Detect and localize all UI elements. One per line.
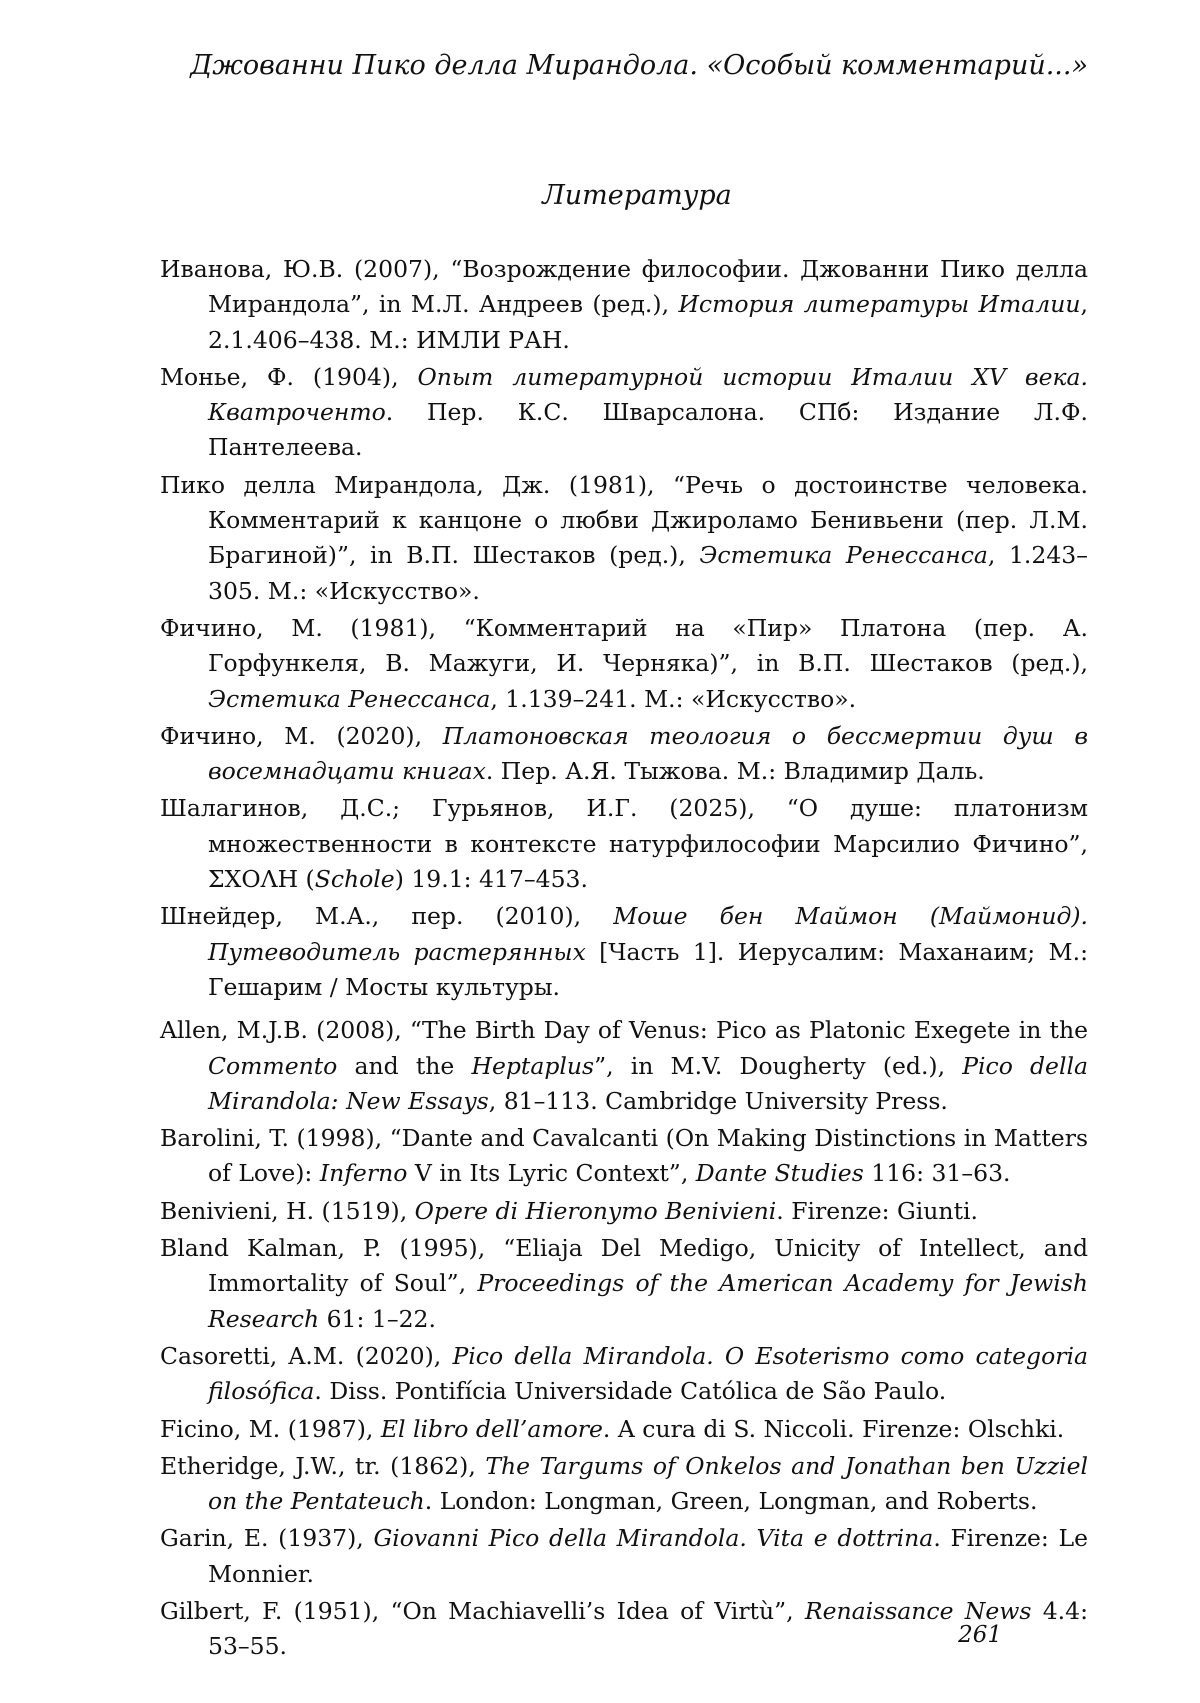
entry-title-italic: Pico della Mirandola: New Essays	[208, 1051, 1088, 1115]
entry-title-italic: Эстетика Ренессанса	[208, 684, 491, 713]
entry-text: Etheridge, J.W., tr. (1862),	[160, 1451, 486, 1480]
entry-text: 116: 31–63.	[863, 1159, 1011, 1188]
entry-title-italic: Inferno	[319, 1159, 408, 1188]
bibliography-entry	[160, 1594, 1088, 1665]
entry-text: Монье, Ф. (1904),	[160, 362, 418, 391]
bibliography-entry	[160, 899, 1088, 1005]
bibliography-entry	[160, 468, 1088, 609]
entry-text: Garin, E. (1937),	[160, 1524, 374, 1553]
entry-text: Шнейдер, М.А., пер. (2010),	[160, 902, 614, 931]
entry-text: 61: 1–22.	[319, 1304, 436, 1333]
entry-text: Шалагинов, Д.С.; Гурьянов, И.Г. (2025), “О душе: платонизм множественности в контексте натурфилософии Марсилио Фичино”, ΣΧΟΛΗ (	[160, 794, 1088, 894]
entry-text: ”, in M.V. Dougherty (ed.),	[594, 1051, 963, 1080]
entry-title-italic: Opere di Hieronymo Benivieni	[414, 1196, 777, 1225]
entry-text: , 2.1.406–438. М.: ИМЛИ РАН.	[208, 290, 1088, 354]
entry-text: , 1.243–305. М.: «Искусство».	[208, 541, 1088, 605]
entry-text: Фичино, М. (2020),	[160, 721, 443, 750]
entry-text: Allen, M.J.B. (2008), “The Birth Day of Venus: Pico as Platonic Exegete in the	[160, 1016, 1088, 1045]
entry-text: and the	[337, 1051, 472, 1080]
entry-title-italic: Renaissance News	[804, 1596, 1032, 1625]
entry-text: Фичино, М. (1981), “Комментарий на «Пир» Платона (пер. А. Горфункеля, В. Мажуги, И. Черняка)”, in В.П. Шестаков (ред.),	[160, 613, 1088, 678]
entry-text: [Часть 1]. Иерусалим: Маханаим; М.: Гешарим / Мосты культуры.	[208, 937, 1088, 1001]
entry-title-italic: Commento	[208, 1051, 338, 1080]
bibliography-entry	[160, 791, 1088, 897]
entry-title-italic: Heptaplus	[471, 1051, 595, 1080]
bibliography-entry	[160, 1121, 1088, 1192]
bibliography-entry	[160, 719, 1088, 790]
entry-text: 4.4: 53–55.	[208, 1596, 1089, 1661]
page-number: 261	[958, 1622, 1002, 1648]
entry-title-italic: Моше бен Маймон (Маймонид). Путеводитель растерянных	[208, 902, 1088, 966]
entry-text: ) 19.1: 417–453.	[394, 865, 588, 894]
entry-text: . London: Longman, Green, Longman, and Roberts.	[424, 1487, 1038, 1516]
entry-title-italic: Proceedings of the American Academy for Jewish Research	[208, 1269, 1088, 1333]
entry-text: , 81–113. Cambridge University Press.	[488, 1086, 948, 1115]
entry-text: Ficino, M. (1987),	[160, 1414, 381, 1443]
entry-text: Иванова, Ю.В. (2007), “Возрождение философии. Джованни Пико делла Мирандола”, in М.Л. Андреев (ред.),	[160, 255, 1088, 319]
bibliography-entry	[160, 1194, 1088, 1229]
entry-title-italic: The Targums of Onkelos and Jonathan ben Uzziel on the Pentateuch	[208, 1451, 1088, 1516]
bibliography-entry	[160, 1339, 1088, 1410]
bibliography-entry	[160, 1449, 1088, 1520]
entry-text: . Firenze: Giunti.	[776, 1196, 978, 1225]
bibliography-entry	[160, 1521, 1088, 1592]
entry-text: Bland Kalman, P. (1995), “Eliaja Del Medigo, Unicity of Intellect, and Immortality of Soul”,	[160, 1234, 1088, 1298]
entry-title-italic: Эстетика Ренессанса	[699, 541, 988, 570]
entry-title-italic: Schole	[314, 865, 395, 894]
bibliography-entry	[160, 1412, 1088, 1447]
entry-title-italic: Pico della Mirandola. O Esoterismo como categoria filosófica	[208, 1341, 1088, 1406]
entry-title-italic: El libro dell’amore	[380, 1414, 603, 1443]
entry-text: Benivieni, H. (1519),	[160, 1196, 415, 1225]
entry-title-italic: Опыт литературной истории Италии XV века. Кватроченто	[208, 362, 1089, 427]
entry-text: . A cura di S. Niccoli. Firenze: Olschki.	[602, 1414, 1065, 1443]
entry-text: Barolini, T. (1998), “Dante and Cavalcanti (On Making Distinctions in Matters of Love):	[160, 1124, 1088, 1188]
entry-text: Gilbert, F. (1951), “On Machiavelli’s Idea of Virtù”,	[160, 1596, 805, 1625]
entry-text: V in Its Lyric Context”,	[407, 1159, 696, 1188]
bibliography-list	[160, 252, 1088, 1667]
entry-text: , 1.139–241. М.: «Искусство».	[490, 684, 857, 713]
bibliography-entry	[160, 1231, 1088, 1337]
entry-title-italic: История литературы Италии	[678, 290, 1081, 319]
entry-text: . Пер. К.С. Шварсалона. СПб: Издание Л.Ф. Пантелеева.	[208, 398, 1088, 462]
entry-title-italic: Dante Studies	[695, 1159, 864, 1188]
entry-text: . Diss. Pontifícia Universidade Católica de São Paulo.	[314, 1377, 947, 1406]
entry-text: Пико делла Мирандола, Дж. (1981), “Речь о достоинстве человека. Комментарий к канцоне о любви Джироламо Бенивьени (пер. Л.М. Брагиной)”, in В.П. Шестаков (ред.),	[160, 470, 1088, 570]
entry-title-italic: Платоновская теология о бессмертии душ в восемнадцати книгах	[208, 721, 1088, 786]
section-title: Литература	[542, 180, 732, 211]
entry-text: . Firenze: Le Monnier.	[208, 1524, 1088, 1588]
entry-text: . Пер. А.Я. Тыжова. М.: Владимир Даль.	[485, 757, 985, 786]
entry-title-italic: Giovanni Pico della Mirandola. Vita e dottrina	[373, 1524, 934, 1553]
bibliography-entry	[160, 252, 1088, 358]
bibliography-entry	[160, 611, 1088, 717]
running-head: Джованни Пико делла Мирандола. «Особый комментарий...»	[190, 50, 1088, 81]
bibliography-entry	[160, 360, 1088, 466]
entry-text: Casoretti, A.M. (2020),	[160, 1341, 453, 1370]
bibliography-entry	[160, 1013, 1088, 1119]
